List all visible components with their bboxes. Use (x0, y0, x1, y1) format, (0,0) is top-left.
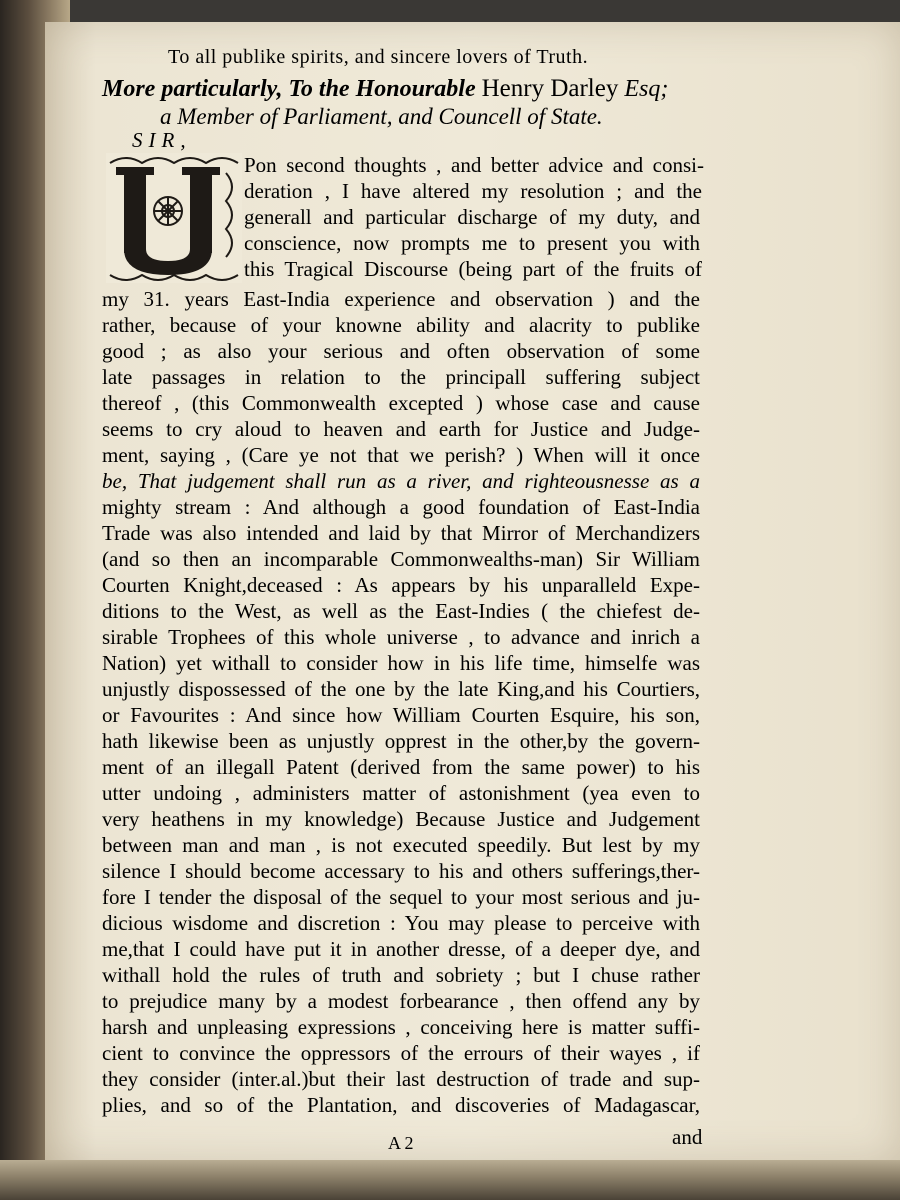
heading-line-1: To all publike spirits, and sincere lovers of Truth. (168, 46, 589, 68)
body-line: me,that I could have put it in another dresse, of a deeper dye, and (102, 937, 700, 961)
body-line: Nation) yet withall to consider how in his life time, himselfe was (102, 651, 700, 675)
body-line: my 31. years East-India experience and observation ) and the (102, 287, 700, 311)
body-line: silence I should become accessary to his and others sufferings,ther- (102, 859, 700, 883)
body-line: Pon second thoughts , and better advice and consi- (244, 153, 704, 177)
body-line: deration , I have altered my resolution ; and the (244, 179, 702, 203)
signature-mark: A 2 (388, 1133, 414, 1153)
body-line: ment of an illegall Patent (derived from the same power) to his (102, 755, 700, 779)
body-line: sirable Trophees of this whole universe , to advance and inrich a (102, 625, 700, 649)
body-line: thereof , (this Commonwealth excepted ) whose case and cause (102, 391, 700, 415)
body-line: they consider (inter.al.)but their last destruction of trade and sup- (102, 1067, 700, 1091)
body-line: conscience, now prompts me to present you with (244, 231, 700, 255)
body-line: ment, saying , (Care ye not that we perish? ) When will it once (102, 443, 700, 467)
catchword: and (672, 1125, 703, 1149)
body-line: this Tragical Discourse (being part of the fruits of (244, 257, 702, 281)
dropcap-letter: U (174, 231, 177, 236)
body-line: cient to convince the oppressors of the errours of their wayes , if (102, 1041, 700, 1065)
body-line: Trade was also intended and laid by that Mirror of Merchandizers (102, 521, 700, 545)
body-line: ditions to the West, as well as the East-Indies ( the chiefest de- (102, 599, 700, 623)
body-line: to prejudice many by a modest forbearance , then offend any by (102, 989, 700, 1013)
body-line: withall hold the rules of truth and sobriety ; but I chuse rather (102, 963, 700, 987)
body-line: mighty stream : And although a good foundation of East-India (102, 495, 700, 519)
body-line: or Favourites : And since how William Courten Esquire, his son, (102, 703, 700, 727)
body-line: dicious wisdome and discretion : You may please to perceive with (102, 911, 700, 935)
body-line: rather, because of your knowne ability and alacrity to publike (102, 313, 700, 337)
body-line: unjustly dispossessed of the one by the late King,and his Courtiers, (102, 677, 700, 701)
heading-line-2 (102, 76, 668, 102)
body-line: late passages in relation to the principall suffering subject (102, 365, 700, 389)
body-line: be, That judgement shall run as a river, and righteousnesse as a (102, 469, 700, 493)
body-line: generall and particular discharge of my duty, and (244, 205, 700, 229)
body-line: (and so then an incomparable Commonwealths-man) Sir William (102, 547, 700, 571)
dedicatee-name: Henry Darley (481, 75, 619, 102)
body-line: good ; as also your serious and often observation of some (102, 339, 700, 363)
body-line: Courten Knight,deceased : As appears by his unparalleld Expe- (102, 573, 700, 597)
dedicatee-title: Esq; (624, 76, 669, 102)
body-line: harsh and unpleasing expressions , conceiving here is matter suffi- (102, 1015, 700, 1039)
body-line: plies, and so of the Plantation, and discoveries of Madagascar, (102, 1093, 700, 1117)
body-line: hath likewise been as unjustly opprest in the other,by the govern- (102, 729, 700, 753)
ornamental-dropcap-icon (106, 153, 242, 283)
body-line: fore I tender the disposal of the sequel to your most serious and ju- (102, 885, 700, 909)
body-line: utter undoing , administers matter of astonishment (yea even to (102, 781, 700, 805)
body-line: seems to cry aloud to heaven and earth for Justice and Judge- (102, 417, 700, 441)
heading-line-2-italic: More particularly, To the Honourable (102, 76, 476, 102)
body-line: between man and man , is not executed speedily. But lest by my (102, 833, 700, 857)
heading-line-3: a Member of Parliament, and Councell of State. (160, 104, 603, 129)
page-bottom-edge (0, 1160, 900, 1200)
body-line: very heathens in my knowledge) Because Justice and Judgement (102, 807, 700, 831)
salutation: SIR, (132, 128, 192, 152)
